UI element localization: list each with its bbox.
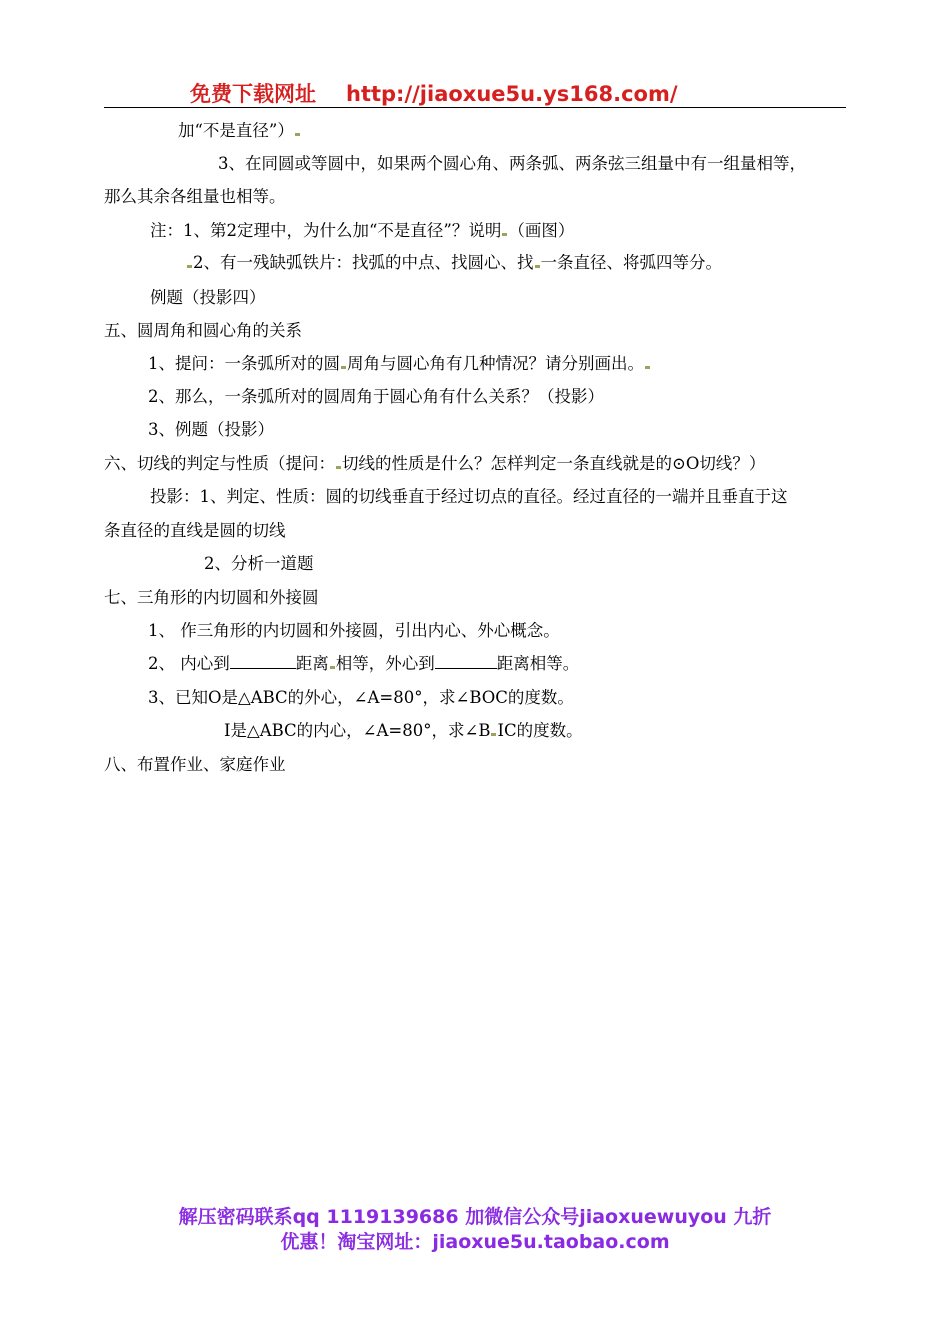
text-line: 1、 作三角形的内切圆和外接圆，引出内心、外心概念。 — [148, 621, 560, 640]
text-line: 条直径的直线是圆的切线 — [104, 521, 286, 540]
fill-blank — [230, 654, 296, 669]
header-divider — [104, 107, 846, 108]
footer-line-2: 优惠！淘宝网址：jiaoxue5u.taobao.com — [280, 1231, 670, 1253]
text-line: 3、在同圆或等圆中，如果两个圆心角、两条弧、两条弦三组量中有一组量相等， — [218, 154, 806, 173]
text-line: 2、有一残缺弧铁片：找弧的中点、找圆心、找 一条直径、将弧四等分。 — [186, 252, 722, 274]
section-heading: 七、三角形的内切圆和外接圆 — [104, 588, 319, 607]
text-line: 3、例题（投影） — [148, 420, 274, 439]
text-line: 投影：1、判定、性质：圆的切线垂直于经过切点的直径。经过直径的一端并且垂直于这 — [150, 487, 788, 506]
text-line: 2、分析一道题 — [204, 554, 314, 573]
section-heading: 五、圆周角和圆心角的关系 — [104, 321, 302, 340]
section-heading: 八、布置作业、家庭作业 — [104, 755, 286, 774]
text-line: 例题（投影四） — [150, 288, 266, 307]
text-line: 注：1、第2定理中，为什么加“不是直径”？说明 （画图） — [150, 221, 575, 240]
page-header — [190, 78, 678, 108]
header-url-link[interactable]: http://jiaoxue5u.ys168.com/ — [346, 82, 678, 106]
text-line: 2、 内心到 距离 相等，外心到 距离相等。 — [148, 654, 580, 673]
section-heading: 六、切线的判定与性质（提问： 切线的性质是什么？怎样判定一条直线就是的⊙O切线？） — [104, 454, 766, 473]
text-line: 3、已知O是△ABC的外心，∠A=80°，求∠BOC的度数。 — [148, 688, 574, 707]
header-site-label: 免费下载网址 — [190, 82, 316, 106]
text-line: I是△ABC的内心，∠A=80°，求∠B IC的度数。 — [224, 721, 583, 740]
text-line: 那么其余各组量也相等。 — [104, 187, 286, 206]
text-line: 1、提问：一条弧所对的圆 周角与圆心角有几种情况？请分别画出。 — [148, 353, 651, 375]
text-line: 加“不是直径”） — [178, 120, 301, 142]
text-line: 2、那么，一条弧所对的圆周角于圆心角有什么关系？（投影） — [148, 387, 604, 406]
fill-blank — [435, 654, 497, 669]
footer-line-1: 解压密码联系qq 1119139686 加微信公众号jiaoxuewuyou 九折 — [178, 1206, 772, 1228]
